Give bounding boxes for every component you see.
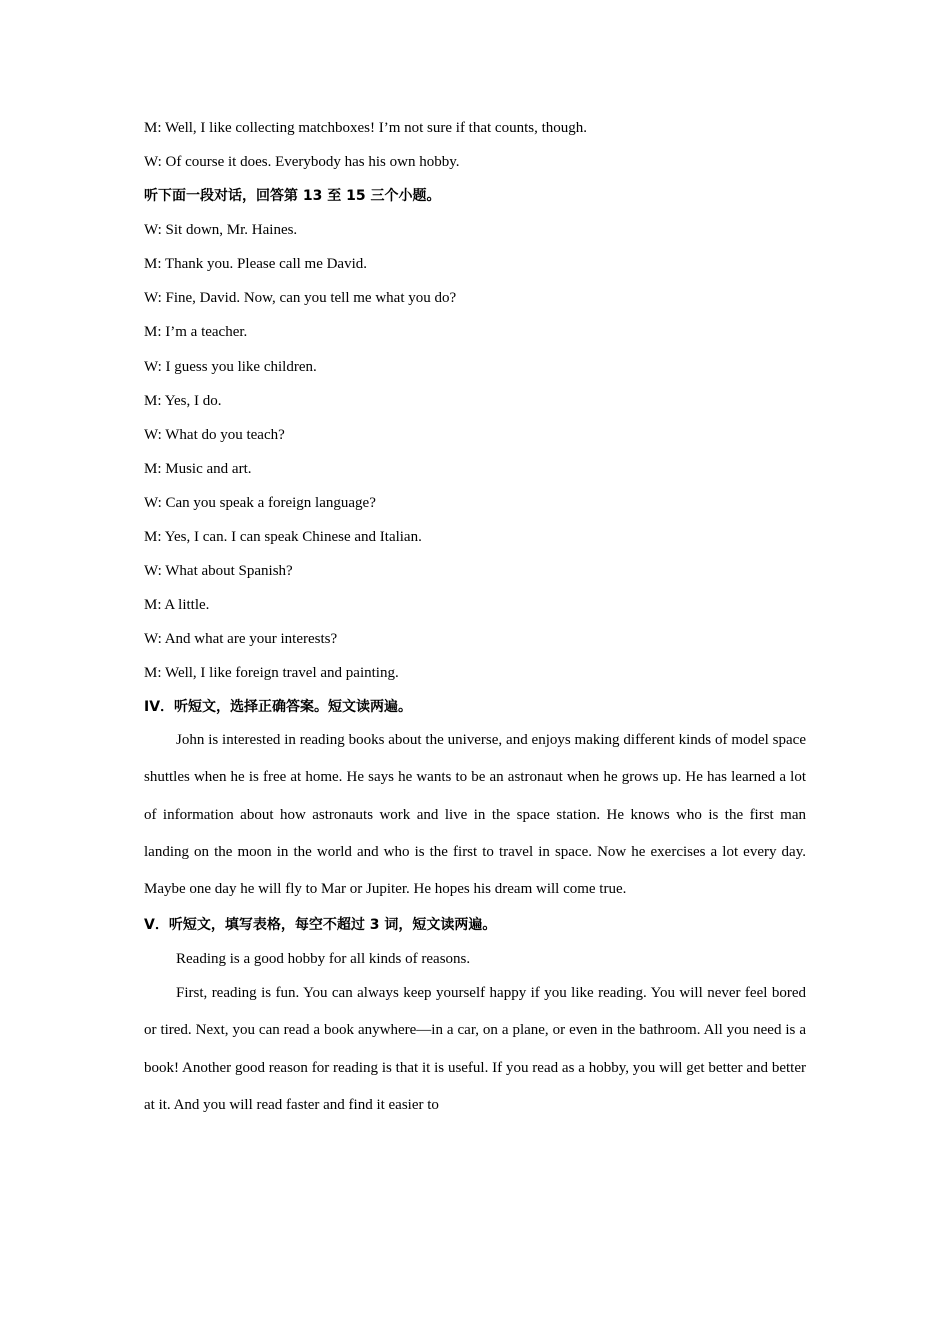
section-v-intro-text: Reading is a good hobby for all kinds of reasons. [176,951,471,967]
section-iv-heading: IV．听短文，选择正确答案。短文读两遍。 [144,699,413,715]
dialogue-line: M: Yes, I can. I can speak Chinese and Italian. [144,529,422,545]
dialogue-line: W: I guess you like children. [144,359,317,375]
section-v-heading: V．听短文，填写表格，每空不超过 3 词，短文读两遍。 [144,917,497,933]
dialogue-line: M: Well, I like foreign travel and painting. [144,665,399,681]
dialogue-line: M: Yes, I do. [144,393,222,409]
section-v-passage-text: First, reading is fun. You can always keep yourself happy if you like reading. You will never feel bored or tired. Next, you can read a book anywhere—in a car, on a plane, or even in the bathroom. All you need is a book! Another good reason for reading is that it is useful. If you read as a hobby, you will get better and better at it. And you will read faster and find it easier to [144,985,806,1113]
dialogue-line: W: Can you speak a foreign language? [144,495,376,511]
dialogue-line: M: I’m a teacher. [144,324,248,340]
dialogue-line: M: Music and art. [144,461,252,477]
dialogue-line: W: Sit down, Mr. Haines. [144,222,298,238]
section-iv-passage [144,722,806,908]
section-heading: 听下面一段对话，回答第 13 至 15 三个小题。 [144,188,441,204]
section-iv-passage-text: John is interested in reading books about the universe, and enjoys making different kinds of model space shuttles when he is free at home. He says he wants to be an astronaut when he grows up. He has learned a lot of information about how astronauts work and live in the space station. He knows who is the first man landing on the moon in the world and who is the first to travel in space. Now he exercises a lot every day. Maybe one day he will fly to Mar or Jupiter. He hopes his dream will come true. [144,732,806,898]
dialogue-line: M: Thank you. Please call me David. [144,256,368,272]
dialogue-line: M: A little. [144,597,210,613]
dialogue-line: M: Well, I like collecting matchboxes! I’m not sure if that counts, though. [144,120,588,136]
section-v-passage [144,975,806,1124]
dialogue-line: W: What about Spanish? [144,563,293,579]
dialogue-line: W: Of course it does. Everybody has his own hobby. [144,154,460,170]
dialogue-line: W: And what are your interests? [144,631,338,647]
dialogue-line: W: What do you teach? [144,427,285,443]
dialogue-line: W: Fine, David. Now, can you tell me what you do? [144,290,457,306]
section-v-intro [144,950,806,968]
